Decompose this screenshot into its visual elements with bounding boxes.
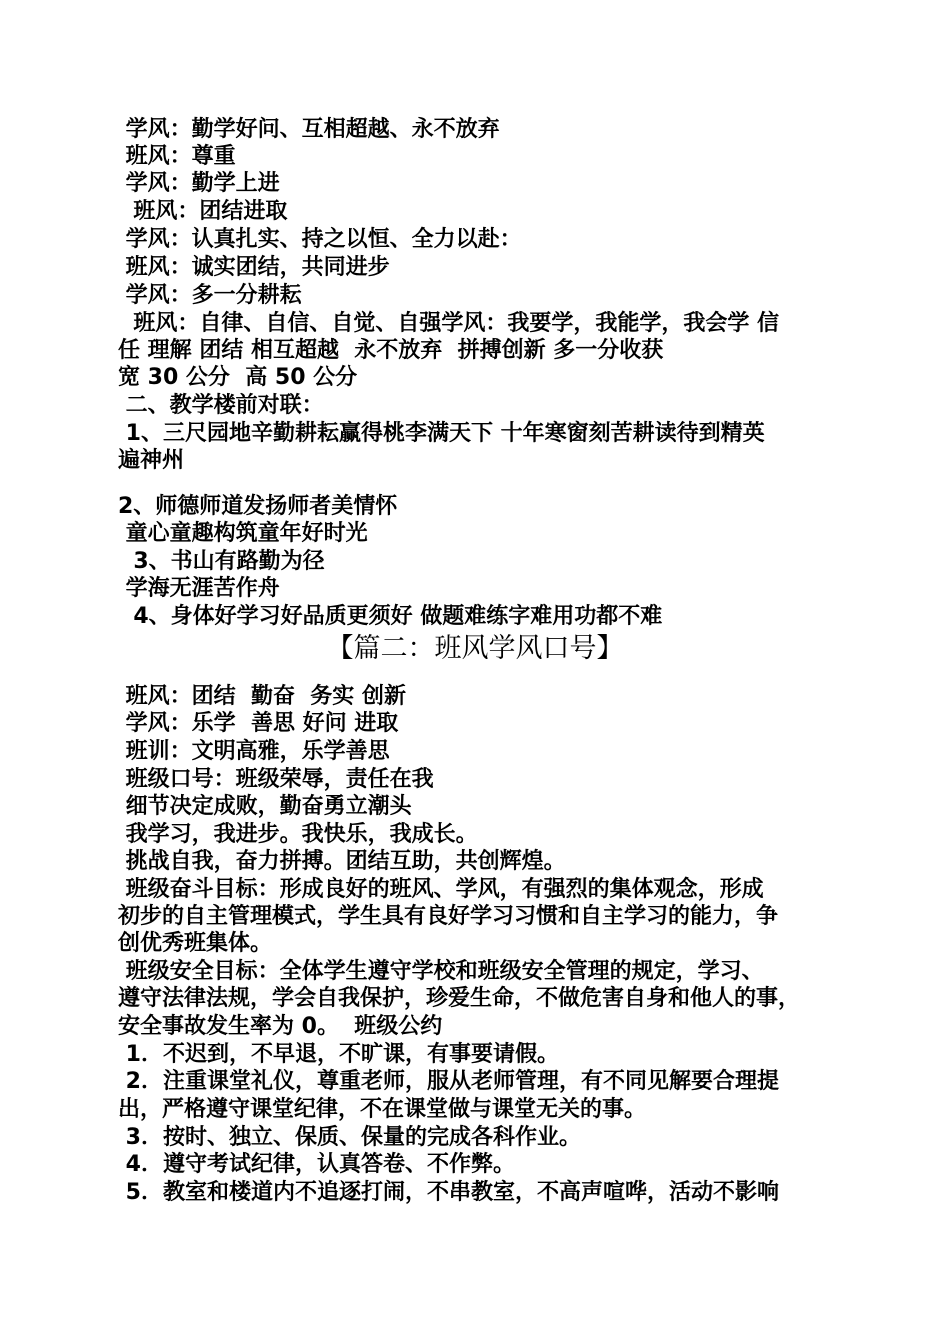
text-line: 班风：团结进取 — [118, 199, 288, 224]
text-line: 我学习，我进步。我快乐，我成长。 — [118, 822, 478, 847]
text-line: 班风：尊重 — [118, 144, 236, 169]
text-line: 学风：认真扎实、持之以恒、全力以赴： — [118, 227, 522, 252]
text-line: 班级安全目标：全体学生遵守学校和班级安全管理的规定，学习、 — [118, 959, 764, 984]
text-line: 班级口号：班级荣辱，责任在我 — [118, 767, 434, 792]
text-line: 安全事故发生率为 0。 班级公约 — [118, 1014, 443, 1039]
text-line: 遵守法律法规，学会自我保护，珍爱生命，不做危害自身和他人的事， — [118, 986, 801, 1011]
text-line: 班风：诚实团结，共同进步 — [118, 255, 390, 280]
list-item: 出，严格遵守课堂纪律，不在课堂做与课堂无关的事。 — [118, 1097, 647, 1122]
list-item: 1．不迟到，不早退，不旷课，有事要请假。 — [118, 1042, 559, 1067]
text-line: 学风：勤学好问、互相超越、永不放弃 — [118, 117, 500, 142]
text-line: 童心童趣构筑童年好时光 — [118, 521, 368, 546]
page-heading: 【篇二：班风学风口号】 — [326, 633, 624, 664]
text-line: 班训：文明高雅，乐学善思 — [118, 739, 390, 764]
text-line: 遍神州 — [118, 448, 185, 473]
text-line: 2、师德师道发扬师者美情怀 — [118, 494, 398, 519]
text-line: 学风：勤学上进 — [118, 171, 280, 196]
list-item: 4．遵守考试纪律，认真答卷、不作弊。 — [118, 1152, 515, 1177]
section-title: 二、教学楼前对联： — [118, 393, 324, 418]
list-item: 5．教室和楼道内不追逐打闹，不串教室，不高声喧哗，活动不影响 — [118, 1180, 779, 1205]
text-line: 班风：自律、自信、自觉、自强学风：我要学，我能学，我会学 信 — [118, 311, 779, 336]
text-line: 初步的自主管理模式，学生具有良好学习习惯和自主学习的能力，争 — [118, 904, 779, 929]
text-line: 任 理解 团结 相互超越 永不放弃 拼搏创新 多一分收获 — [118, 338, 664, 363]
text-line: 创优秀班集体。 — [118, 931, 273, 956]
text-line: 1、三尺园地辛勤耕耘赢得桃李满天下 十年寒窗刻苦耕读待到精英 — [118, 421, 765, 446]
list-item: 2．注重课堂礼仪，尊重老师，服从老师管理，有不同见解要合理提 — [118, 1069, 779, 1094]
text-line: 班级奋斗目标：形成良好的班风、学风，有强烈的集体观念，形成 — [118, 877, 764, 902]
list-item: 3．按时、独立、保质、保量的完成各科作业。 — [118, 1125, 581, 1150]
text-line: 挑战自我，奋力拼搏。团结互助，共创辉煌。 — [118, 849, 566, 874]
text-line: 宽 30 公分 高 50 公分 — [118, 365, 358, 390]
text-line: 细节决定成败，勤奋勇立潮头 — [118, 794, 412, 819]
text-line: 3、书山有路勤为径 — [118, 549, 325, 574]
text-line: 班风：团结 勤奋 务实 创新 — [118, 684, 406, 709]
text-line: 4、身体好学习好品质更须好 做题难练字难用功都不难 — [118, 604, 663, 629]
text-line: 学风：多一分耕耘 — [118, 283, 302, 308]
text-line: 学风：乐学 善思 好问 进取 — [118, 711, 399, 736]
text-line: 学海无涯苦作舟 — [118, 576, 280, 601]
